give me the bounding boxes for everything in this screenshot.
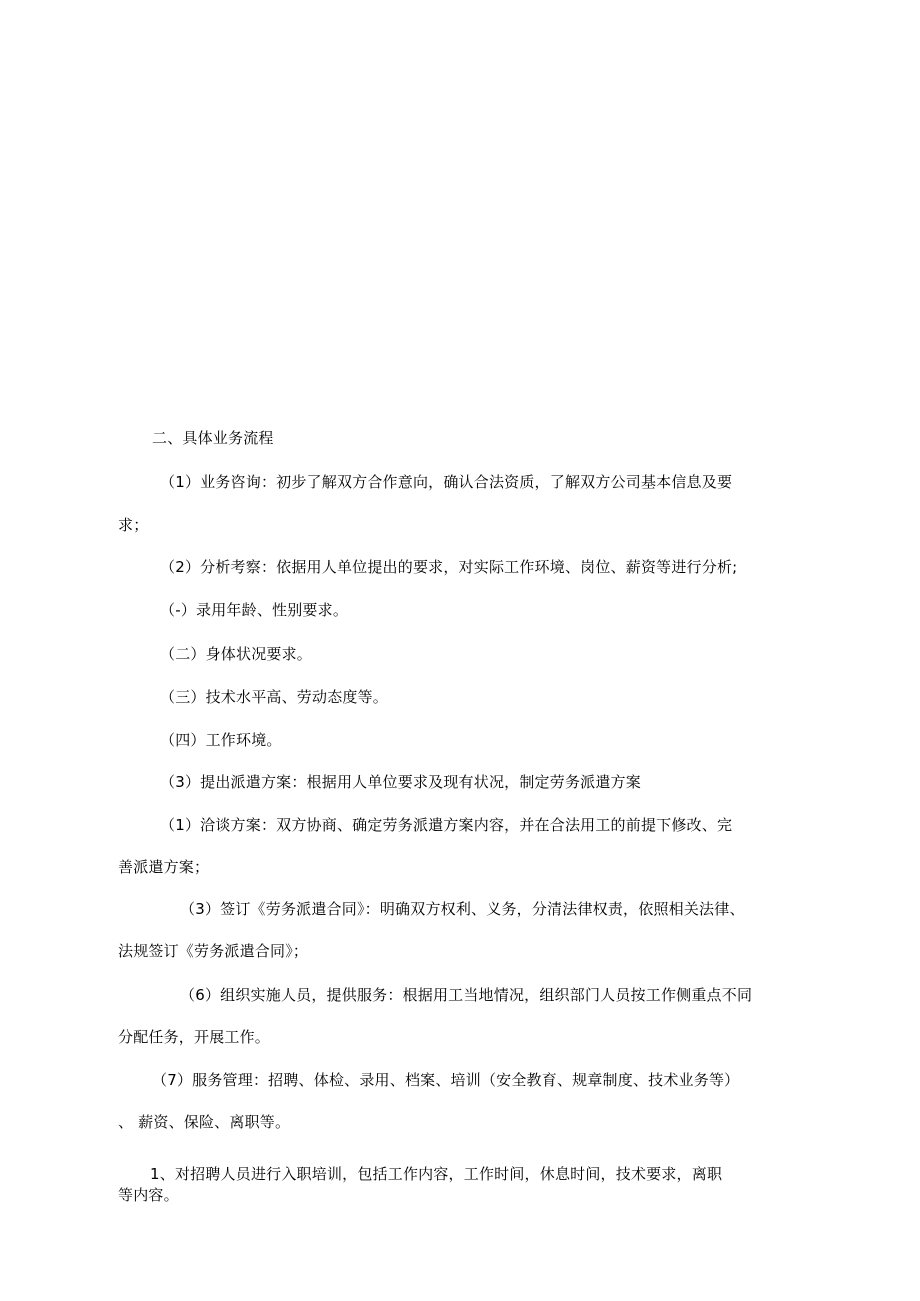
paragraph-line: （2）分析考察：依据用人单位提出的要求，对实际工作环境、岗位、薪资等进行分析; [160, 558, 738, 576]
paragraph-line: （6）组织实施人员，提供服务：根据用工当地情况，组织部门人员按工作侧重点不同 [180, 986, 753, 1004]
paragraph-line: （1）业务咨询：初步了解双方合作意向，确认合法资质，了解双方公司基本信息及要 [160, 473, 733, 491]
paragraph-line: 等内容。 [118, 1186, 179, 1204]
paragraph-line: 求； [118, 516, 149, 534]
paragraph-line: （四）工作环境。 [160, 731, 282, 749]
paragraph-line: （7）服务管理：招聘、体检、录用、档案、培训（安全教育、规章制度、技术业务等） [152, 1071, 740, 1089]
paragraph-line: 善派遣方案； [118, 858, 210, 876]
paragraph-line: 1、对招聘人员进行入职培训，包括工作内容，工作时间，休息时间，技术要求，离职 [150, 1165, 723, 1183]
paragraph-line: 、 薪资、保险、离职等。 [118, 1113, 291, 1131]
paragraph-line: （3）签订《劳务派遣合同》：明确双方权利、义务，分清法律权责，依照相关法律、 [180, 900, 745, 918]
paragraph-line: 分配任务，开展工作。 [118, 1028, 271, 1046]
paragraph-line: （二）身体状况要求。 [160, 645, 313, 663]
paragraph-line: 法规签订《劳务派遣合同》； [118, 942, 309, 960]
section-heading: 二、具体业务流程 [152, 429, 274, 447]
paragraph-line: （3）提出派遣方案：根据用人单位要求及现有状况，制定劳务派遣方案 [160, 773, 641, 791]
paragraph-line: （-）录用年龄、性别要求。 [160, 601, 349, 619]
paragraph-line: （三）技术水平高、劳动态度等。 [160, 688, 389, 706]
paragraph-line: （1）洽谈方案：双方协商、确定劳务派遣方案内容，并在合法用工的前提下修改、完 [160, 816, 733, 834]
